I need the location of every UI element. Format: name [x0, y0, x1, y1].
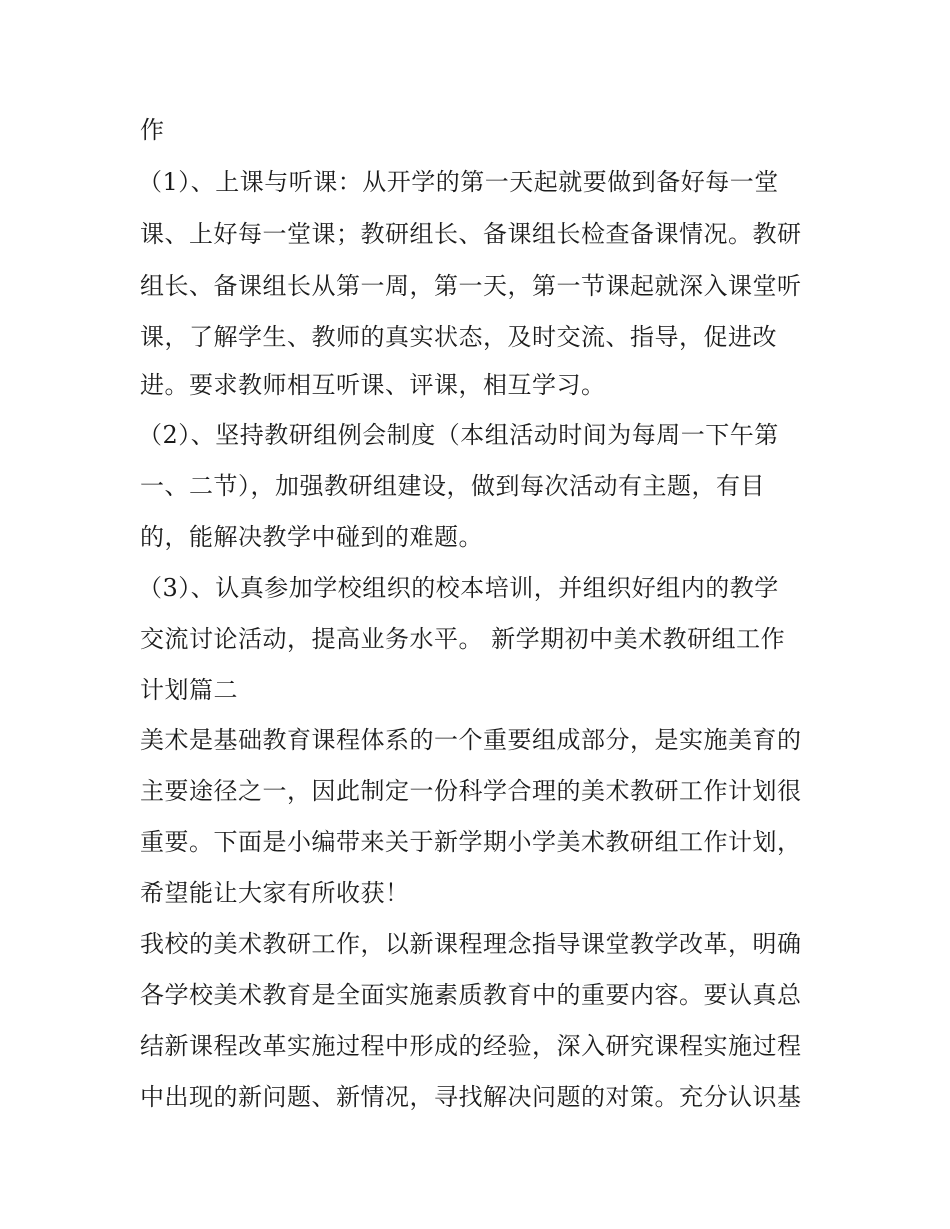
text-line: 交流讨论活动，提高业务水平。 新学期初中美术教研组工作	[140, 625, 786, 653]
text-line: 一、二节），加强教研组建设，做到每次活动有主题，有目	[140, 472, 765, 500]
text-line: 的，能解决教学中碰到的难题。	[140, 523, 483, 551]
text-line: 课、上好每一堂课；教研组长、备课组长检查备课情况。教研	[140, 220, 802, 248]
text-line: 计划篇二	[140, 676, 238, 704]
text-line: 课，了解学生、教师的真实状态，及时交流、指导，促进改	[140, 323, 777, 351]
text-line: 进。要求教师相互听课、评课，相互学习。	[140, 371, 606, 399]
text-line: 中出现的新问题、新情况，寻找解决问题的对策。充分认识基	[140, 1083, 802, 1111]
text-line: 希望能让大家有所收获！	[140, 879, 410, 907]
text-line: 美术是基础教育课程体系的一个重要组成部分，是实施美育的	[140, 726, 802, 754]
text-line: （1）、上课与听课：从开学的第一天起就要做到备好每一堂	[138, 168, 779, 196]
text-line: 作	[140, 116, 165, 144]
text-line: 主要途径之一，因此制定一份科学合理的美术教研工作计划很	[140, 777, 802, 805]
text-line: （3）、认真参加学校组织的校本培训，并组织好组内的教学	[138, 574, 779, 602]
text-line: 组长、备课组长从第一周，第一天，第一节课起就深入课堂听	[140, 272, 802, 300]
text-line: （2）、坚持教研组例会制度（本组活动时间为每周一下午第	[138, 421, 779, 449]
text-line: 结新课程改革实施过程中形成的经验，深入研究课程实施过程	[140, 1032, 802, 1060]
text-line: 重要。下面是小编带来关于新学期小学美术教研组工作计划，	[140, 828, 802, 856]
text-line: 各学校美术教育是全面实施素质教育中的重要内容。要认真总	[140, 981, 802, 1009]
text-line: 我校的美术教研工作，以新课程理念指导课堂教学改革，明确	[140, 930, 802, 958]
